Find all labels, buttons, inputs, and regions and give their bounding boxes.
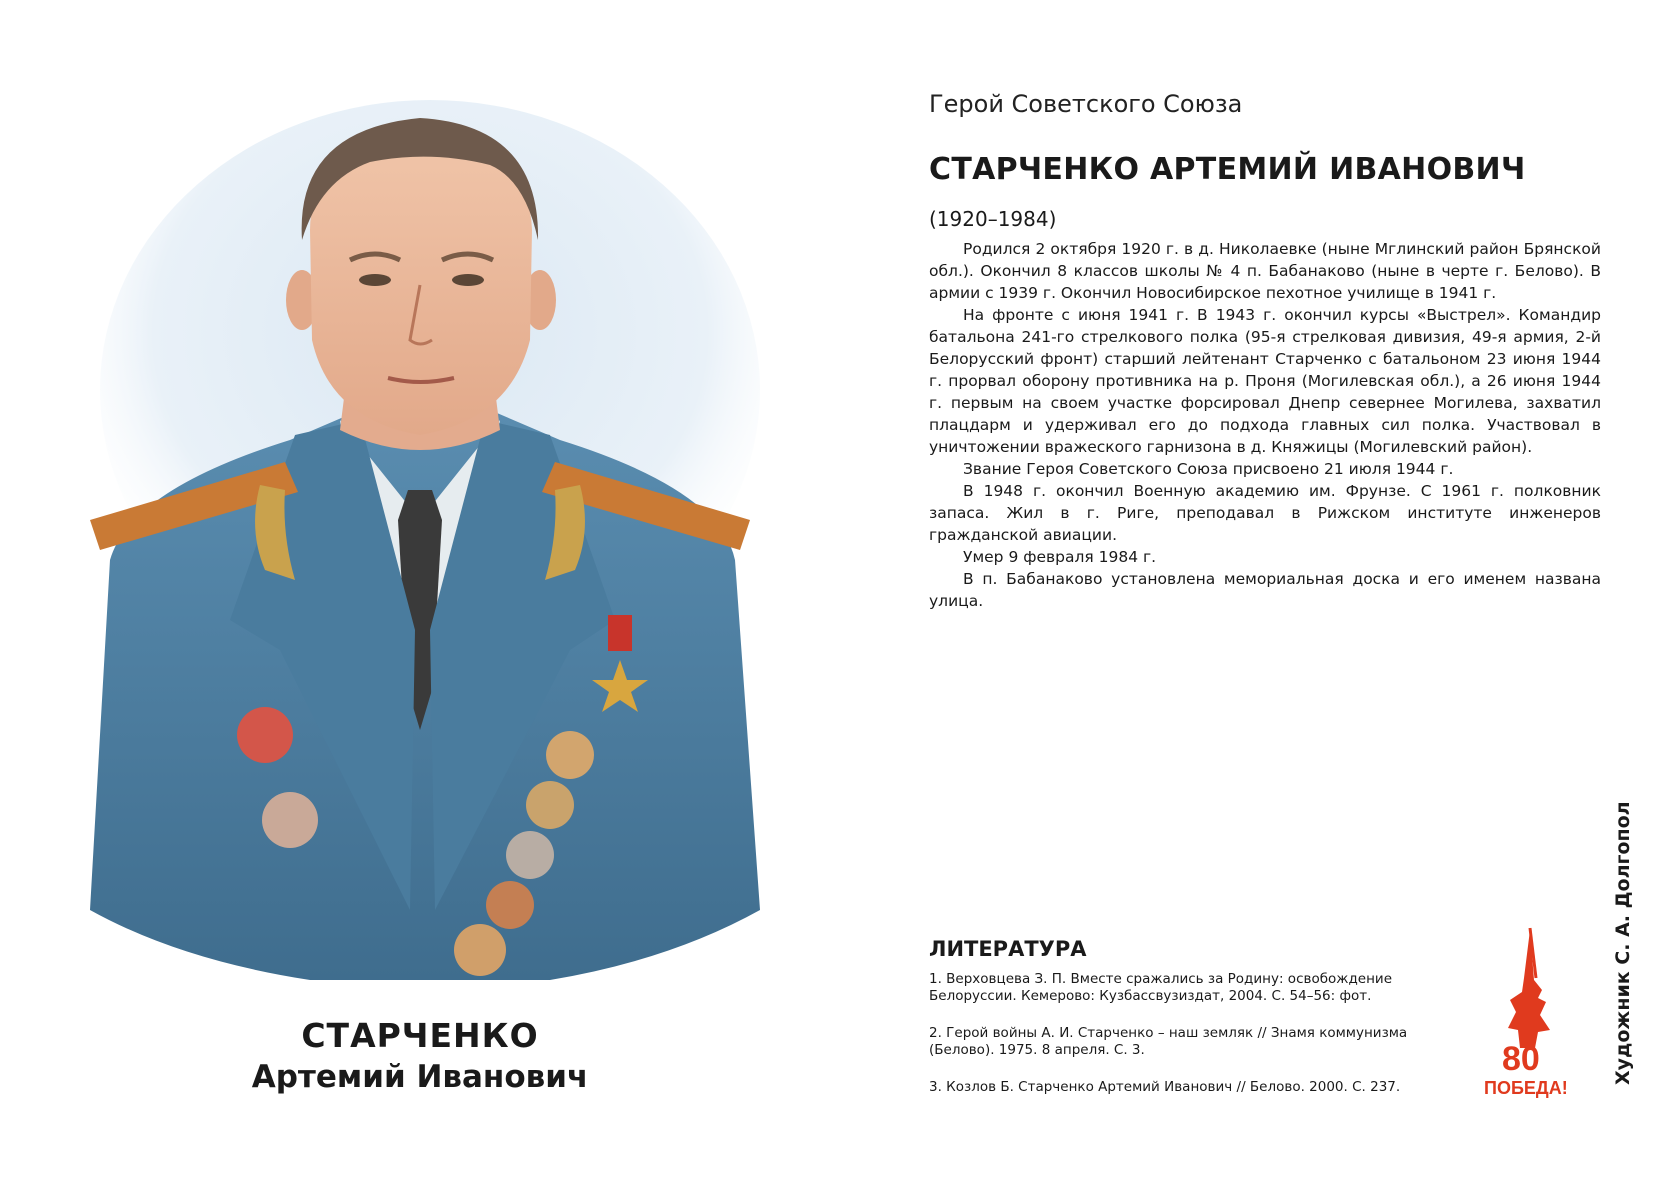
medal-4 [526,781,574,829]
medal-1 [237,707,293,763]
bio-paragraph: Умер 9 февраля 1984 г. [963,548,1157,566]
face [310,145,532,435]
title-block [929,90,1601,231]
portrait-drawing [70,90,770,990]
bio-paragraph: Родился 2 октября 1920 г. в д. Николаевке (ныне Мглинский район Брянской обл.). Окончил 8 классов школы № 4 п. Бабанаково (ныне в черте г. Белово). В армии с 1939 г. Окончил Новосибирское пехотное училище в 1941 г. [929,240,1601,302]
life-years: (1920–1984) [929,207,1057,231]
bio-paragraph: В 1948 г. окончил Военную академию им. Фрунзе. С 1961 г. полковник запаса. Жил в г. Риге, преподавал в Рижском институте инженеров гражданской авиации. [929,482,1601,544]
subtitle: Герой Советского Союза [929,90,1243,118]
literature-item: 2. Герой войны А. И. Старченко – наш земляк // Знамя коммунизма (Белово). 1975. 8 апреля. С. 3. [929,1025,1408,1058]
medal-2 [262,792,318,848]
logo-number: 80 [1502,1040,1540,1078]
artist-credit: Художник С. А. Долгопол [1612,801,1634,1085]
literature-heading: ЛИТЕРАТУРА [929,937,1087,961]
medal-7 [454,924,506,976]
medal-5 [506,831,554,879]
literature-section [929,937,1429,1116]
literature-item: 1. Верховцева З. П. Вместе сражались за Родину: освобождение Белоруссии. Кемерово: Кузбассвузиздат, 2004. С. 54–56: фот. [929,971,1393,1004]
medal-3 [546,731,594,779]
hero-star-ribbon [608,615,632,651]
bio-paragraph: На фронте с июня 1941 г. В 1943 г. окончил курсы «Выстрел». Командир батальона 241-го стрелкового полка (95-я стрелковая дивизия, 49-я армия, 2-й Белорусский фронт) старший лейтенант Старченко с батальоном 23 июня 1944 г. прорвал оборону противника на р. Проня (Могилевская обл.), а 26 июня 1944 г. первым на своем участке форсировал Днепр севернее Могилева, захватил плацдарм и удерживал его до подхода главных сил полка. Участвовал в уничтожении вражеского гарнизона в д. Княжицы (Могилевский район). [929,306,1601,456]
eye-right [452,274,484,286]
portrait-caption [150,1015,690,1097]
victory-80-logo [1480,920,1570,1100]
eye-left [359,274,391,286]
portrait-illustration [70,90,770,990]
medal-6 [486,881,534,929]
page-title: СТАРЧЕНКО АРТЕМИЙ ИВАНОВИЧ [929,152,1526,187]
motherland-statue-icon [1480,920,1570,1100]
biography [929,238,1601,612]
bio-paragraph: Звание Героя Советского Союза присвоено 21 июля 1944 г. [963,460,1454,478]
logo-text: ПОБЕДА! [1484,1078,1568,1098]
caption-surname: СТАРЧЕНКО [301,1016,539,1055]
bio-paragraph: В п. Бабанаково установлена мемориальная доска и его именем названа улица. [929,570,1601,610]
literature-item: 3. Козлов Б. Старченко Артемий Иванович // Белово. 2000. С. 237. [929,1079,1401,1095]
caption-given-names: Артемий Иванович [251,1059,589,1095]
